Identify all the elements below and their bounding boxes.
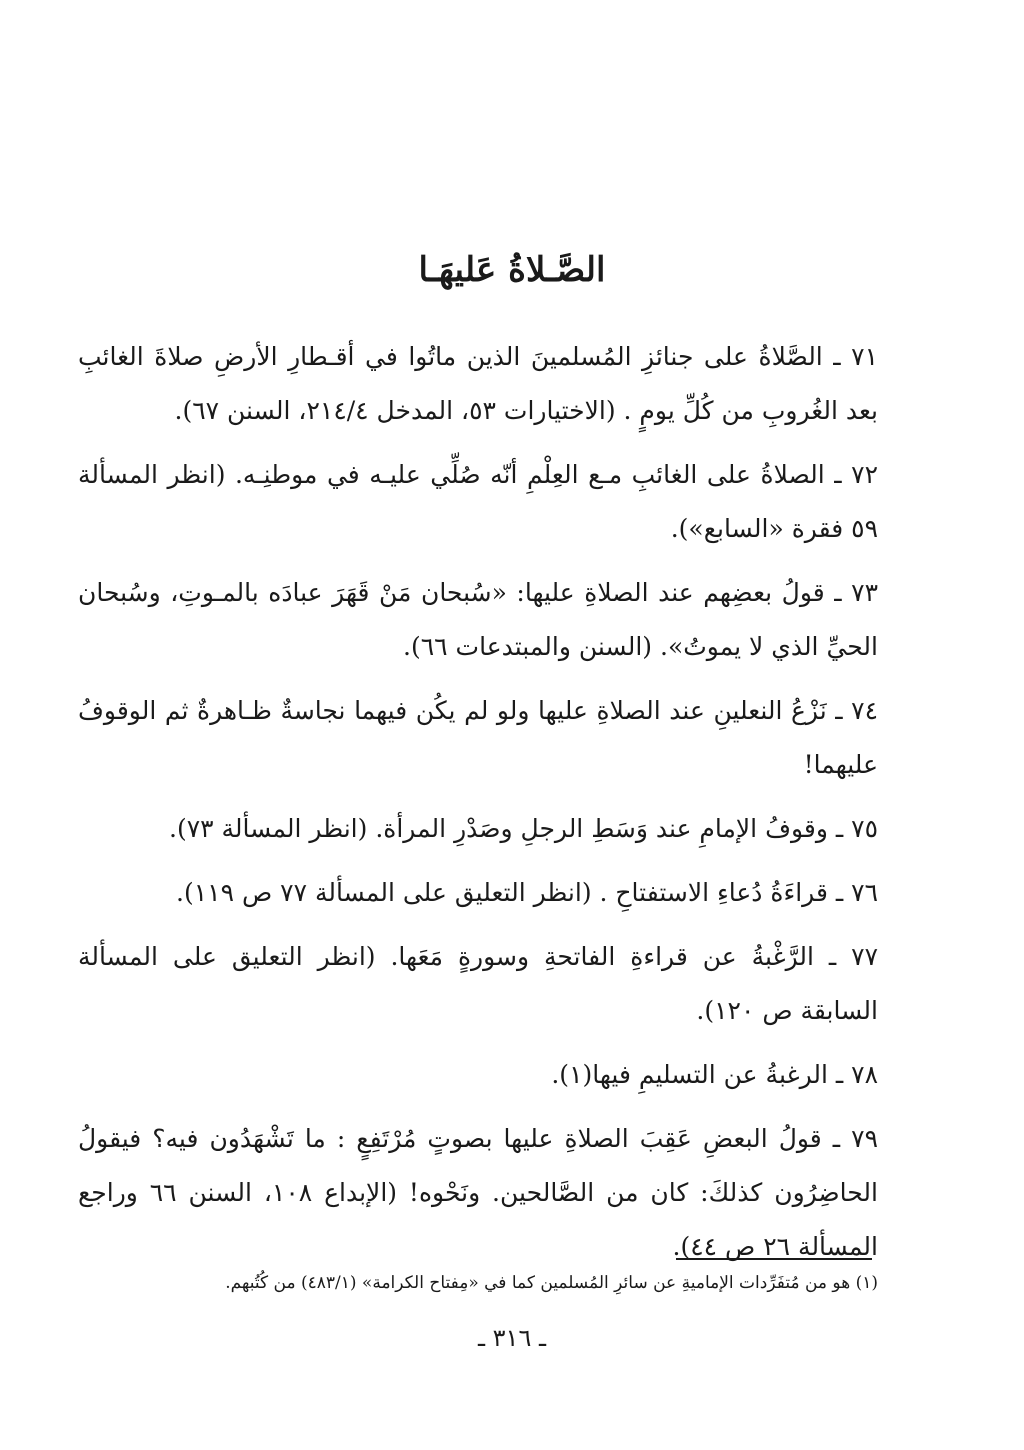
section-title: الصَّـلاةُ عَليهَـا [418, 250, 606, 290]
list-item: ٧٧ ـ الرَّغْبةُ عن قراءةِ الفاتحةِ وسورةٍ مَعَها. (انظر التعليق على المسألة السابقة ص ١٢٠). [78, 942, 878, 1025]
footnote-divider [676, 1258, 872, 1260]
list-item: ٧٦ ـ قراءَةُ دُعاءِ الاستفتاحِ . (انظر التعليق على المسألة ٧٧ ص ١١٩). [176, 878, 878, 907]
page-number: ـ ٣١٦ ـ [477, 1324, 546, 1352]
list-item: ٧٨ ـ الرغبةُ عن التسليمِ فيها(١). [551, 1060, 878, 1089]
list-item: ٧٢ ـ الصلاةُ على الغائبِ مـع العِلْمِ أنّه صُلِّي عليـه في موطنِـه. (انظر المسألة ٥٩ فقرة «السابع»). [78, 460, 878, 543]
body-text [78, 330, 878, 1284]
list-item: ٧٣ ـ قولُ بعضِهم عند الصلاةِ عليها: «سُبحان مَنْ قَهَرَ عبادَه بالمـوتِ، وسُبحان الحيِّ الذي لا يموتُ». (السنن والمبتدعات ٦٦). [78, 578, 878, 661]
list-item: ٧٤ ـ نَزْعُ النعلينِ عند الصلاةِ عليها ولو لم يكُن فيهما نجاسةٌ ظـاهرةٌ ثم الوقوفُ عليهما! [78, 696, 878, 779]
footnote: (١) هو من مُتفَرِّدات الإماميةِ عن سائرِ المُسلمين كما في «مِفتاح الكرامة» (٤٨٣/١) من كُتُبهم. [225, 1273, 878, 1293]
list-item: ٧٩ ـ قولُ البعضِ عَقِبَ الصلاةِ عليها بصوتٍ مُرْتَفِعٍ : ما تَشْهَدُون فيه؟ فيقولُ الحاضِرُون كذلكَ: كان من الصَّالحين. ونَحْوه! (الإبداع ١٠٨، السنن ٦٦ وراجع المسألة ٢٦ ص ٤٤). [78, 1124, 878, 1261]
list-item: ٧٥ ـ وقوفُ الإمامِ عند وَسَطِ الرجلِ وصَدْرِ المرأة. (انظر المسألة ٧٣). [169, 814, 878, 843]
list-item: ٧١ ـ الصَّلاةُ على جنائزِ المُسلمينَ الذين ماتُوا في أقـطارِ الأرضِ صلاةَ الغائبِ بعد الغُروبِ من كُلِّ يومٍ . (الاختيارات ٥٣، المدخل ٢١٤/٤، السنن ٦٧). [78, 342, 878, 425]
